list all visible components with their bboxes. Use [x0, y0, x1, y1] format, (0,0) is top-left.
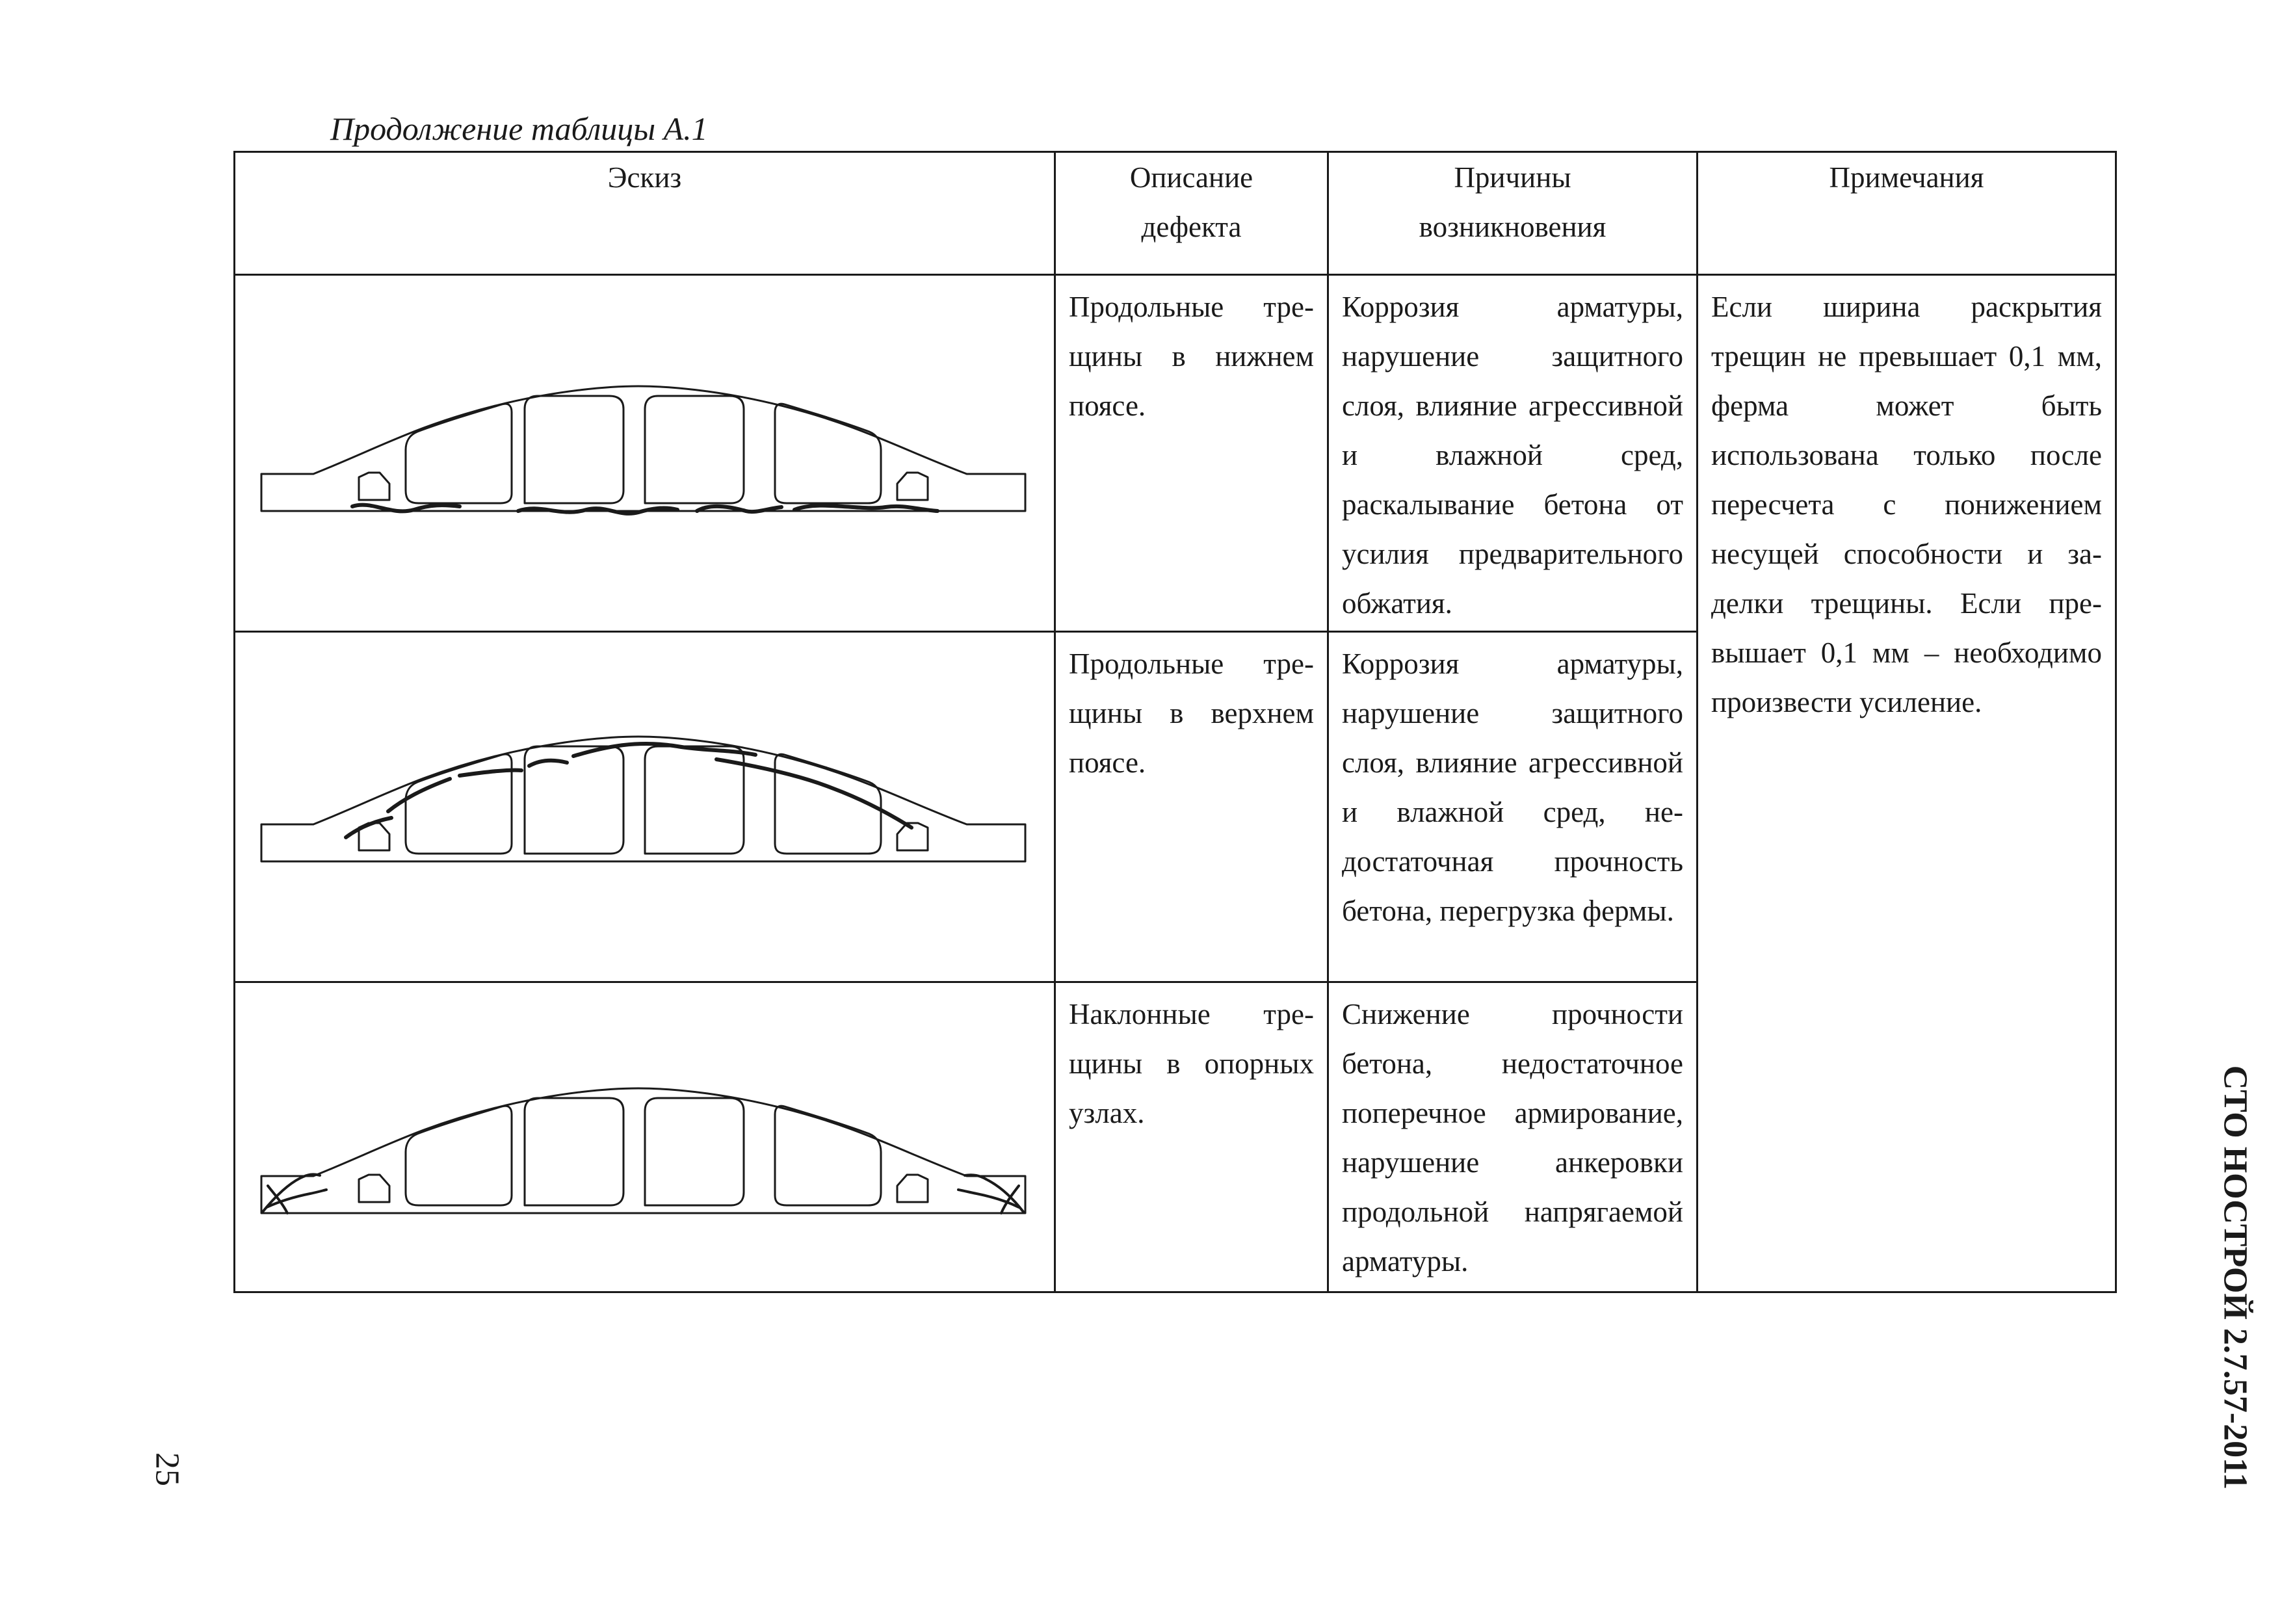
- defect-description: Продольные трещины в верхнем поясе.: [1069, 648, 1314, 779]
- header-description-line2: дефекта: [1141, 211, 1242, 243]
- defect-description: Продольные трещины в нижнем поясе.: [1069, 291, 1314, 422]
- support-node-cracks: [263, 1174, 1023, 1213]
- header-notes: Примечания: [1698, 152, 2116, 275]
- truss-upper-chord-cracks-sketch: [235, 633, 1056, 981]
- sketch-cell-upper-chord-cracks: [235, 632, 1055, 982]
- description-cell: [1055, 275, 1328, 632]
- defect-description: Наклонные трещины в опорных узлах.: [1069, 998, 1314, 1129]
- sketch-cell-lower-chord-cracks: [235, 275, 1055, 632]
- description-cell: [1055, 982, 1328, 1292]
- table-row: [235, 275, 2116, 632]
- notes-cell: [1698, 275, 2116, 1292]
- document-code-text: СТО НОСТРОЙ 2.7.57-2011: [2216, 1065, 2254, 1490]
- sketch-cell-support-node-cracks: [235, 982, 1055, 1292]
- defects-table: [233, 151, 2117, 1293]
- header-description: [1055, 152, 1328, 275]
- header-causes: [1328, 152, 1698, 275]
- causes-cell: [1328, 632, 1698, 982]
- defect-causes: Коррозия арматуры, нарушение защитного слоя, влияние агрессивной и влажной сред, раскалывание бетона от усилия предварительного обжатия.: [1342, 291, 1683, 620]
- description-cell: [1055, 632, 1328, 982]
- defect-causes: Снижение прочности бетона, недостаточное поперечное армирование, нарушение анкеровки продольной напрягаемой арматуры.: [1342, 998, 1683, 1277]
- table-caption: Продолжение таблицы А.1: [330, 111, 708, 147]
- defect-note: Если ширина раскрытия трещин не превышает 0,1 мм, ферма может быть использована только после пересчета с понижением несущей способности и заделки трещины. Если превышает 0,1 мм – необходимо произвести усиление.: [1711, 291, 2102, 718]
- causes-cell: [1328, 982, 1698, 1292]
- causes-cell: [1328, 275, 1698, 632]
- header-causes-line2: возникновения: [1419, 211, 1606, 243]
- header-causes-line1: Причины: [1454, 161, 1571, 194]
- upper-chord-cracks: [346, 744, 911, 837]
- header-sketch: Эскиз: [235, 152, 1055, 275]
- truss-lower-chord-cracks-sketch: [235, 276, 1056, 631]
- document-code: [2209, 1066, 2261, 1489]
- page-number: [144, 1430, 190, 1508]
- defect-causes: Коррозия арматуры, нарушение защитного слоя, влияние агрессивной и влажной сред, недостаточная прочность бетона, перегрузка фермы.: [1342, 648, 1683, 927]
- page-number-text: 25: [148, 1452, 186, 1486]
- table-header-row: [235, 152, 2116, 275]
- header-description-line1: Описание: [1129, 161, 1253, 194]
- lower-chord-cracks: [352, 505, 938, 514]
- truss-support-node-cracks-sketch: [235, 983, 1056, 1291]
